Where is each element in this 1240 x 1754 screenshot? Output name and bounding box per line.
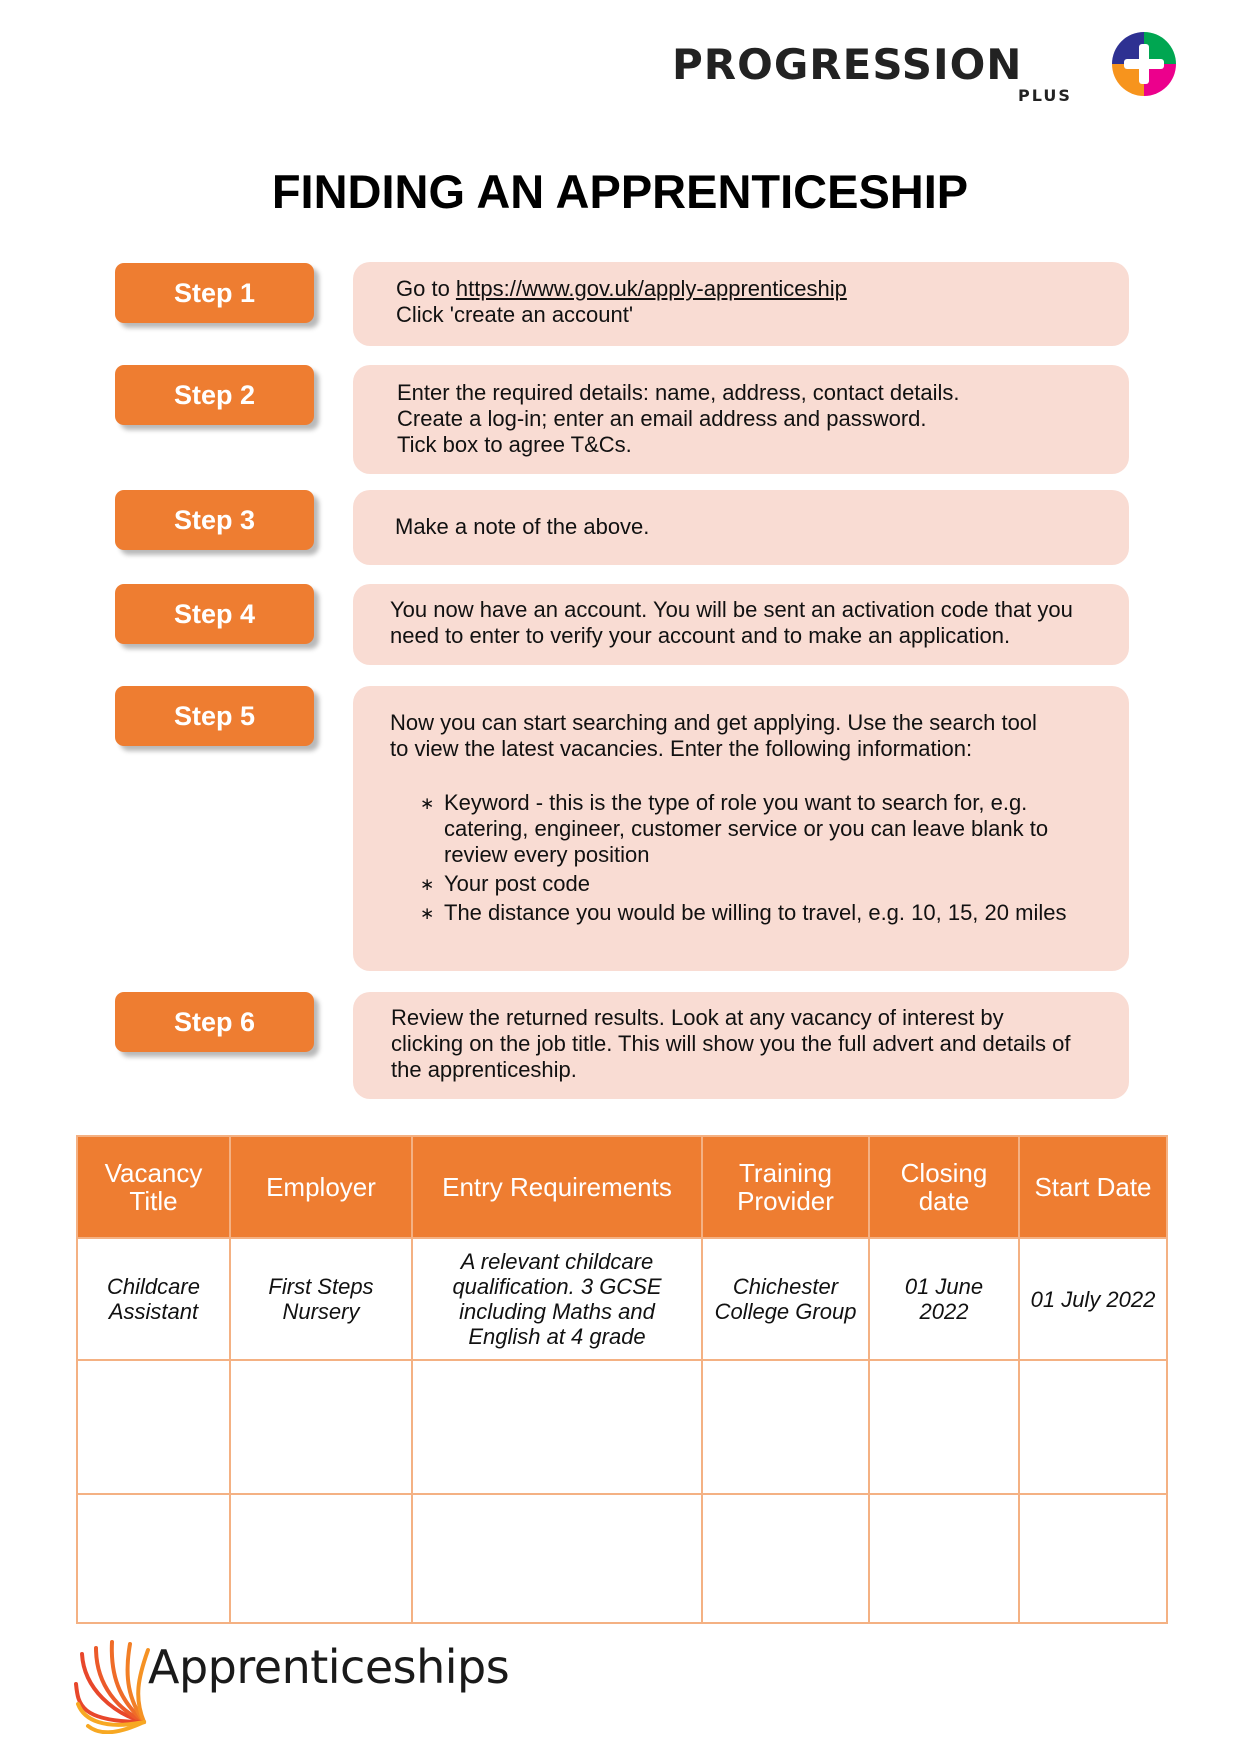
step-3-label: Step 3 <box>115 490 314 550</box>
step-6-box <box>353 992 1129 1099</box>
step-1-label: Step 1 <box>115 263 314 323</box>
step-2-label: Step 2 <box>115 365 314 425</box>
vacancy-table <box>76 1135 1168 1624</box>
step-5-box <box>353 686 1129 971</box>
step-6-label: Step 6 <box>115 992 314 1052</box>
header-employer: Employer <box>230 1136 412 1238</box>
step-6-line-1: Review the returned results. Look at any vacancy of interest by <box>391 1005 1004 1030</box>
search-fields-list <box>390 790 1079 926</box>
list-item: ∗ Your post code <box>420 871 590 896</box>
cell-vacancy-title: Childcare Assistant <box>77 1238 230 1360</box>
cell-employer <box>230 1494 412 1623</box>
cell-vacancy-title <box>77 1494 230 1623</box>
cell-training-provider <box>702 1494 869 1623</box>
cell-start-date <box>1019 1360 1167 1494</box>
step-5-line-2: to view the latest vacancies. Enter the following information: <box>390 736 973 761</box>
cell-entry-requirements: A relevant childcare qualification. 3 GCSE including Maths and English at 4 grade <box>412 1238 702 1360</box>
table-row <box>77 1360 1167 1494</box>
cell-training-provider: Chichester College Group <box>702 1238 869 1360</box>
cell-closing-date: 01 June 2022 <box>869 1238 1019 1360</box>
step-5-label: Step 5 <box>115 686 314 746</box>
bullet-star-icon: ∗ <box>420 875 435 894</box>
progression-plus-logo <box>672 30 1172 105</box>
bullet-star-icon: ∗ <box>420 794 435 813</box>
cell-employer: First Steps Nursery <box>230 1238 412 1360</box>
table-row <box>77 1494 1167 1623</box>
header-closing-date: Closing date <box>869 1136 1019 1238</box>
header-start-date: Start Date <box>1019 1136 1167 1238</box>
page-title: FINDING AN APPRENTICESHIP <box>271 165 969 218</box>
step-4-box <box>353 584 1129 665</box>
table-row <box>77 1238 1167 1360</box>
step-5-line-1: Now you can start searching and get applying. Use the search tool <box>390 710 1037 735</box>
bullet-star-icon: ∗ <box>420 904 435 923</box>
step-2-line-3: Tick box to agree T&Cs. <box>397 432 632 457</box>
table-header-row <box>77 1136 1167 1238</box>
step-4-label: Step 4 <box>115 584 314 644</box>
apprenticeships-logo <box>74 1634 534 1734</box>
cell-vacancy-title <box>77 1360 230 1494</box>
cell-closing-date <box>869 1360 1019 1494</box>
cell-training-provider <box>702 1360 869 1494</box>
step-3-box <box>353 490 1129 565</box>
cell-closing-date <box>869 1494 1019 1623</box>
step-1-box <box>353 262 1129 346</box>
cell-employer <box>230 1360 412 1494</box>
apply-apprenticeship-link[interactable]: https://www.gov.uk/apply-apprenticeship <box>455 276 847 301</box>
step-6-line-3: the apprenticeship. <box>391 1057 577 1082</box>
cell-start-date <box>1019 1494 1167 1623</box>
header-vacancy-title: Vacancy Title <box>77 1136 230 1238</box>
cell-entry-requirements <box>412 1360 702 1494</box>
logo-wordmark: PROGRESSION <box>672 40 1023 89</box>
step-2-line-1: Enter the required details: name, address, contact details. <box>397 380 960 405</box>
step-2-line-2: Create a log-in; enter an email address and password. <box>397 406 927 431</box>
apprenticeships-wordmark: Apprenticeships <box>148 1640 510 1694</box>
header-training-provider: Training Provider <box>702 1136 869 1238</box>
cell-entry-requirements <box>412 1494 702 1623</box>
step-4-line-2: need to enter to verify your account and to make an application. <box>390 623 1011 648</box>
step-3-line-1: Make a note of the above. <box>395 514 650 539</box>
step-2-box <box>353 365 1129 474</box>
step-1-line-2: Click 'create an account' <box>396 302 634 327</box>
header-entry-requirements: Entry Requirements <box>412 1136 702 1238</box>
logo-subtitle: PLUS <box>1018 86 1072 105</box>
cell-start-date: 01 July 2022 <box>1019 1238 1167 1360</box>
step-1-line-1: Go to https://www.gov.uk/apply-apprenticeship <box>396 276 847 301</box>
list-item: ∗ The distance you would be willing to travel, e.g. 10, 15, 20 miles <box>420 900 1067 925</box>
list-item: ∗ Keyword - this is the type of role you want to search for, e.g. catering, engineer, customer service or you can leave blank to review every position <box>420 790 1049 867</box>
step-6-line-2: clicking on the job title. This will show you the full advert and details of <box>391 1031 1071 1056</box>
step-4-line-1: You now have an account. You will be sent an activation code that you <box>390 597 1073 622</box>
plus-badge-icon <box>1112 32 1176 96</box>
